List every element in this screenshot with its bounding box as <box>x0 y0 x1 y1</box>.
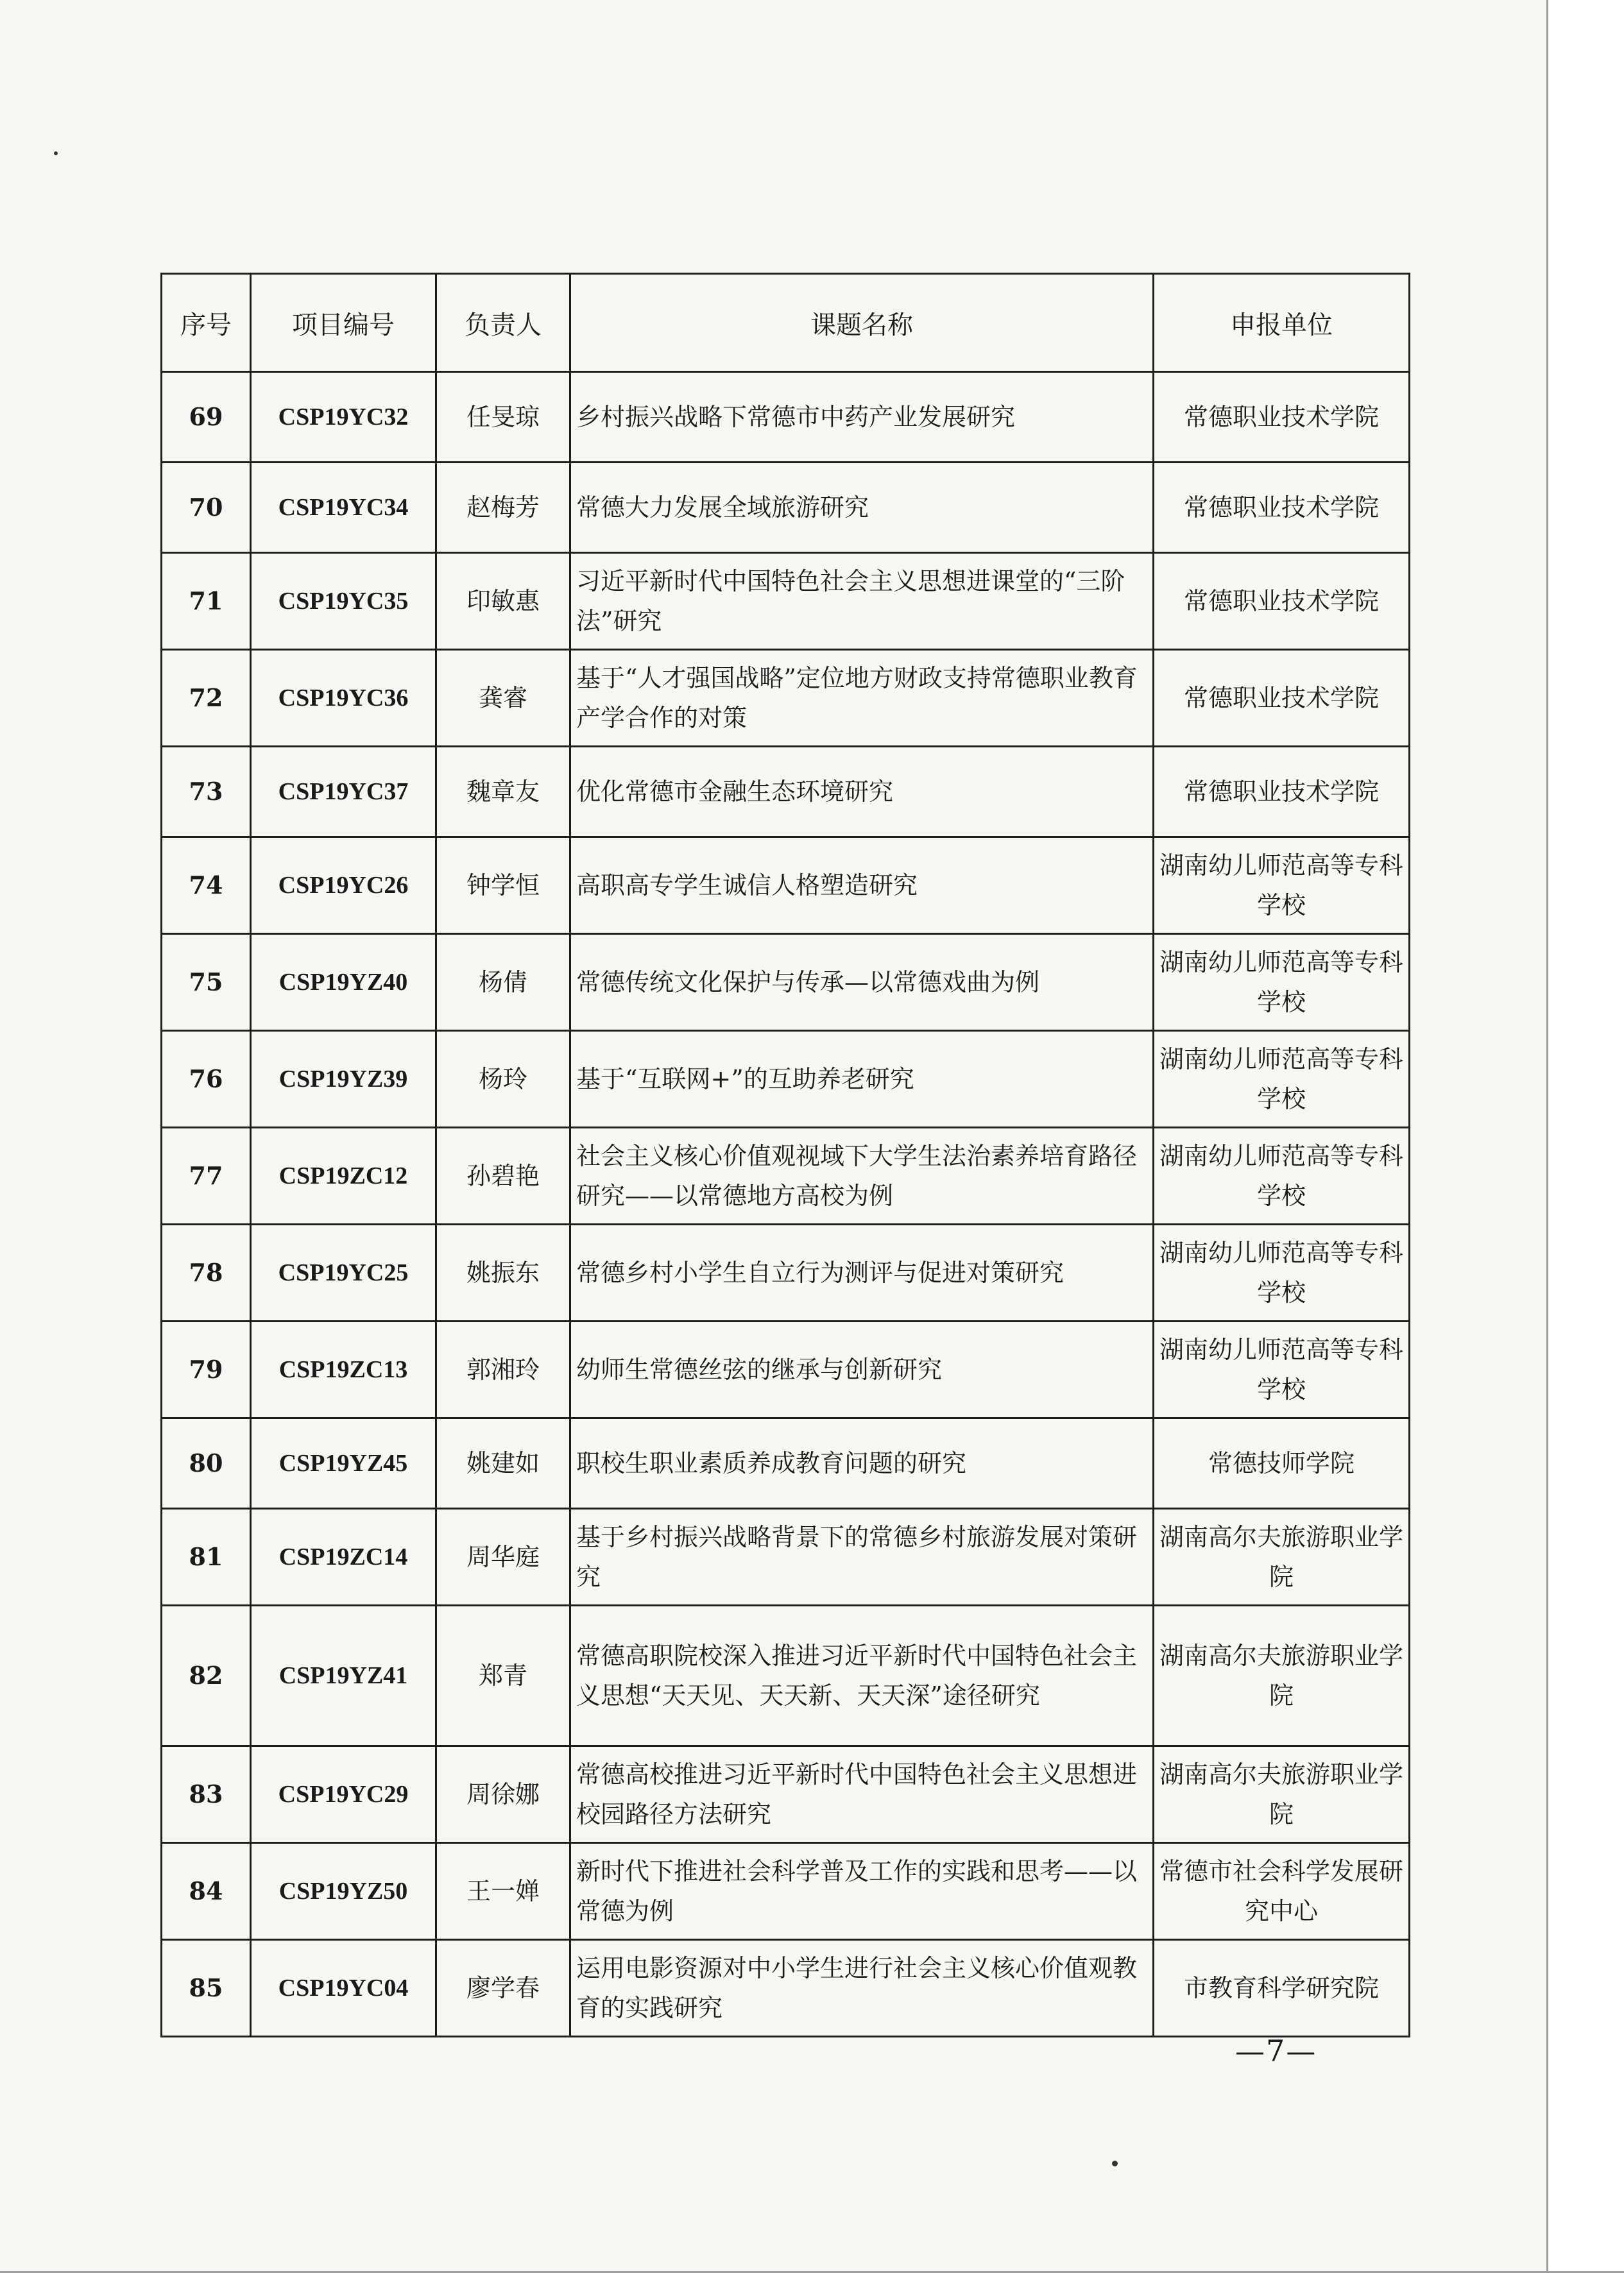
row-topic: 常德高校推进习近平新时代中国特色社会主义思想进校园路径方法研究 <box>570 1746 1154 1843</box>
table-header-row <box>162 274 1410 372</box>
row-lead: 任旻琼 <box>436 372 570 463</box>
table-row <box>162 747 1410 837</box>
row-unit: 湖南幼儿师范高等专科学校 <box>1154 934 1410 1031</box>
row-topic: 基于“互联网+”的互助养老研究 <box>570 1031 1154 1128</box>
row-num: 80 <box>162 1418 251 1509</box>
table-row <box>162 1843 1410 1940</box>
table-row <box>162 1128 1410 1225</box>
row-code: CSP19ZC14 <box>251 1509 436 1606</box>
scan-bottom-edge <box>0 2271 1624 2296</box>
row-topic: 基于乡村振兴战略背景下的常德乡村旅游发展对策研究 <box>570 1509 1154 1606</box>
row-lead: 姚振东 <box>436 1225 570 1322</box>
row-code: CSP19YC32 <box>251 372 436 463</box>
row-code: CSP19ZC13 <box>251 1322 436 1418</box>
row-topic: 高职高专学生诚信人格塑造研究 <box>570 837 1154 934</box>
row-topic: 基于“人才强国战略”定位地方财政支持常德职业教育产学合作的对策 <box>570 650 1154 747</box>
row-code: CSP19YZ50 <box>251 1843 436 1940</box>
scan-speck <box>54 151 58 155</box>
scan-speck <box>1112 2161 1118 2166</box>
row-topic: 习近平新时代中国特色社会主义思想进课堂的“三阶法”研究 <box>570 553 1154 650</box>
row-lead: 王一婵 <box>436 1843 570 1940</box>
row-num: 85 <box>162 1940 251 2037</box>
row-lead: 龚睿 <box>436 650 570 747</box>
header-code: 项目编号 <box>251 274 436 372</box>
row-num: 82 <box>162 1606 251 1746</box>
row-lead: 郑青 <box>436 1606 570 1746</box>
table-row <box>162 553 1410 650</box>
row-topic: 常德高职院校深入推进习近平新时代中国特色社会主义思想“天天见、天天新、天天深”途径研究 <box>570 1606 1154 1746</box>
table-row <box>162 1940 1410 2037</box>
row-lead: 赵梅芳 <box>436 463 570 553</box>
row-topic: 社会主义核心价值观视域下大学生法治素养培育路径研究——以常德地方高校为例 <box>570 1128 1154 1225</box>
row-lead: 孙碧艳 <box>436 1128 570 1225</box>
row-unit: 常德职业技术学院 <box>1154 553 1410 650</box>
table-row <box>162 463 1410 553</box>
row-num: 72 <box>162 650 251 747</box>
row-unit: 常德职业技术学院 <box>1154 463 1410 553</box>
row-unit: 常德职业技术学院 <box>1154 372 1410 463</box>
table-row <box>162 1746 1410 1843</box>
table-row <box>162 1322 1410 1418</box>
row-lead: 钟学恒 <box>436 837 570 934</box>
header-topic: 课题名称 <box>570 274 1154 372</box>
row-code: CSP19ZC12 <box>251 1128 436 1225</box>
row-num: 84 <box>162 1843 251 1940</box>
project-table <box>160 273 1410 2037</box>
row-topic: 运用电影资源对中小学生进行社会主义核心价值观教育的实践研究 <box>570 1940 1154 2037</box>
row-code: CSP19YC26 <box>251 837 436 934</box>
row-code: CSP19YC36 <box>251 650 436 747</box>
row-code: CSP19YZ45 <box>251 1418 436 1509</box>
row-topic: 优化常德市金融生态环境研究 <box>570 747 1154 837</box>
row-lead: 周华庭 <box>436 1509 570 1606</box>
row-unit: 常德职业技术学院 <box>1154 650 1410 747</box>
table-row <box>162 650 1410 747</box>
row-topic: 乡村振兴战略下常德市中药产业发展研究 <box>570 372 1154 463</box>
row-num: 81 <box>162 1509 251 1606</box>
row-num: 75 <box>162 934 251 1031</box>
row-unit: 湖南高尔夫旅游职业学院 <box>1154 1606 1410 1746</box>
row-code: CSP19YC34 <box>251 463 436 553</box>
row-topic: 常德乡村小学生自立行为测评与促进对策研究 <box>570 1225 1154 1322</box>
row-topic: 新时代下推进社会科学普及工作的实践和思考——以常德为例 <box>570 1843 1154 1940</box>
row-unit: 湖南幼儿师范高等专科学校 <box>1154 1322 1410 1418</box>
row-unit: 常德市社会科学发展研究中心 <box>1154 1843 1410 1940</box>
row-code: CSP19YZ40 <box>251 934 436 1031</box>
row-num: 79 <box>162 1322 251 1418</box>
row-unit: 湖南高尔夫旅游职业学院 <box>1154 1509 1410 1606</box>
row-code: CSP19YC25 <box>251 1225 436 1322</box>
table-row <box>162 1606 1410 1746</box>
header-num: 序号 <box>162 274 251 372</box>
row-num: 78 <box>162 1225 251 1322</box>
row-code: CSP19YZ41 <box>251 1606 436 1746</box>
row-lead: 杨倩 <box>436 934 570 1031</box>
row-unit: 市教育科学研究院 <box>1154 1940 1410 2037</box>
table-row <box>162 1225 1410 1322</box>
row-num: 76 <box>162 1031 251 1128</box>
table-row <box>162 934 1410 1031</box>
header-unit: 申报单位 <box>1154 274 1410 372</box>
row-topic: 常德大力发展全域旅游研究 <box>570 463 1154 553</box>
table-row <box>162 1418 1410 1509</box>
row-unit: 常德职业技术学院 <box>1154 747 1410 837</box>
row-num: 77 <box>162 1128 251 1225</box>
row-unit: 湖南幼儿师范高等专科学校 <box>1154 837 1410 934</box>
row-unit: 湖南高尔夫旅游职业学院 <box>1154 1746 1410 1843</box>
row-lead: 魏章友 <box>436 747 570 837</box>
scan-page-edge <box>1546 0 1624 2296</box>
row-lead: 郭湘玲 <box>436 1322 570 1418</box>
table-row <box>162 837 1410 934</box>
row-code: CSP19YC29 <box>251 1746 436 1843</box>
row-num: 74 <box>162 837 251 934</box>
row-code: CSP19YC37 <box>251 747 436 837</box>
row-topic: 幼师生常德丝弦的继承与创新研究 <box>570 1322 1154 1418</box>
row-num: 71 <box>162 553 251 650</box>
row-topic: 职校生职业素质养成教育问题的研究 <box>570 1418 1154 1509</box>
page-number: —7— <box>1235 2034 1317 2068</box>
row-num: 69 <box>162 372 251 463</box>
row-code: CSP19YZ39 <box>251 1031 436 1128</box>
row-lead: 周徐娜 <box>436 1746 570 1843</box>
row-unit: 湖南幼儿师范高等专科学校 <box>1154 1225 1410 1322</box>
header-lead: 负责人 <box>436 274 570 372</box>
row-lead: 廖学春 <box>436 1940 570 2037</box>
row-unit: 常德技师学院 <box>1154 1418 1410 1509</box>
row-num: 73 <box>162 747 251 837</box>
row-unit: 湖南幼儿师范高等专科学校 <box>1154 1128 1410 1225</box>
row-num: 83 <box>162 1746 251 1843</box>
row-num: 70 <box>162 463 251 553</box>
row-topic: 常德传统文化保护与传承—以常德戏曲为例 <box>570 934 1154 1031</box>
table-row <box>162 372 1410 463</box>
row-code: CSP19YC35 <box>251 553 436 650</box>
row-unit: 湖南幼儿师范高等专科学校 <box>1154 1031 1410 1128</box>
row-code: CSP19YC04 <box>251 1940 436 2037</box>
row-lead: 杨玲 <box>436 1031 570 1128</box>
table-row <box>162 1509 1410 1606</box>
row-lead: 姚建如 <box>436 1418 570 1509</box>
row-lead: 印敏惠 <box>436 553 570 650</box>
table-row <box>162 1031 1410 1128</box>
